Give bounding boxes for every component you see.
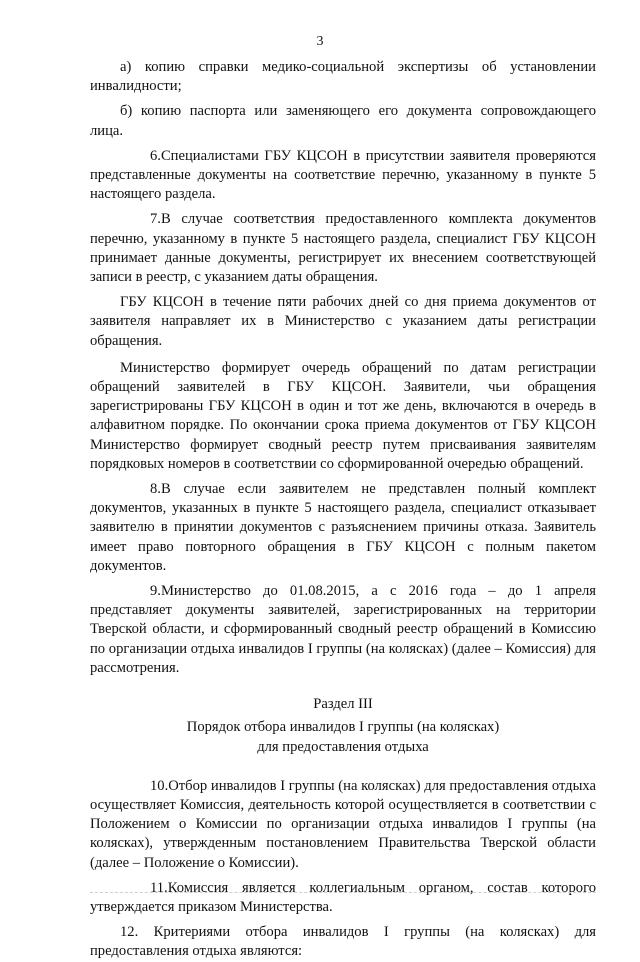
paragraph-7-number: 7.: [150, 211, 161, 228]
paragraph-6-number: 6.: [150, 147, 161, 164]
paragraph-8: [90, 480, 596, 576]
paragraph-10-number: 10.: [150, 777, 169, 794]
paragraph-7-text: В случае соответствия предоставленного комплекта документов перечню, указанному в пункте 5 настоящего раздела, специалист ГБУ КЦСОН принимает данные документы, регистрирует их внесением соответствующей записи в реестр, с указанием даты обращения.: [90, 211, 596, 286]
paragraph-6: [90, 147, 596, 205]
paragraph-10-text: Отбор инвалидов I группы (на колясках) для предоставления отдыха осуществляет Комиссия, деятельность которой осуществляется в соответствии с Положением о Комиссии по организации отдыха инвалидов I группы (на колясках), утвержденным постановлением Правительства Тверской области (далее – Положение о Комиссии).: [90, 777, 596, 871]
section-subtitle-line-2: для предоставления отдыха: [257, 738, 429, 755]
page-number: 3: [316, 34, 324, 49]
paragraph-9-number: 9.: [150, 583, 161, 600]
paragraph-8-text: В случае если заявителем не представлен полный комплект документов, указанных в пункте 5 настоящего раздела, специалист отказывает заявителю в принятии документов с разъяснением причины отказа. Заявитель имеет право повторного обращения в ГБУ КЦСОН с полным пакетом документов.: [90, 481, 596, 574]
paragraph-7-queue: Министерство формирует очередь обращений по датам регистрации обращений заявителей в ГБУ КЦСОН. Заявители, чьи обращения зарегистрированы ГБУ КЦСОН в один и тот же день, включаются в очередь в алфавитном порядке. По окончании срока приема документов от ГБУ КЦСОН Министерство формирует сводный реестр путем присваивания заявителям порядковых номеров в соответствии со сформированной очередью обращений.: [90, 359, 596, 472]
section-heading: [90, 695, 596, 757]
paragraph-10: [90, 777, 596, 873]
section-subtitle-line-1: Порядок отбора инвалидов I группы (на колясках): [186, 719, 500, 736]
paragraph-11-number: 11.: [150, 879, 168, 896]
paragraph-6-text: Специалистами ГБУ КЦСОН в присутствии заявителя проверяются представленные документы на соответствие перечню, указанному в пункте 5 настоящего раздела.: [90, 147, 596, 203]
document-body: [90, 58, 596, 962]
section-title: Раздел III: [313, 696, 373, 713]
bottom-divider: [90, 892, 596, 893]
paragraph-8-number: 8.: [150, 481, 161, 498]
paragraph-b: б) копию паспорта или заменяющего его документа сопровождающего лица.: [90, 103, 596, 139]
paragraph-7-registration: ГБУ КЦСОН в течение пяти рабочих дней со дня приема документов от заявителя направляет их в Министерство с указанием даты регистрации обращения.: [90, 294, 596, 349]
paragraph-12: 12. Критериями отбора инвалидов I группы (на колясках) для предоставления отдыха являются:: [90, 924, 596, 960]
paragraph-7: [90, 210, 596, 287]
paragraph-a: а) копию справки медико-социальной экспертизы об установлении инвалидности;: [90, 59, 596, 95]
paragraph-11-text: Комиссия является коллегиальным органом, состав которого утверждается приказом Министерства.: [90, 879, 596, 915]
paragraph-11: [90, 879, 596, 917]
paragraph-9-text: Министерство до 01.08.2015, а с 2016 года – до 1 апреля представляет документы заявителей, зарегистрированных на территории Тверской области, и сформированный сводный реестр обращений в Комиссию по организации отдыха инвалидов I группы (на колясках) (далее – Комиссия) для рассмотрения.: [90, 583, 596, 676]
paragraph-9: [90, 582, 596, 678]
